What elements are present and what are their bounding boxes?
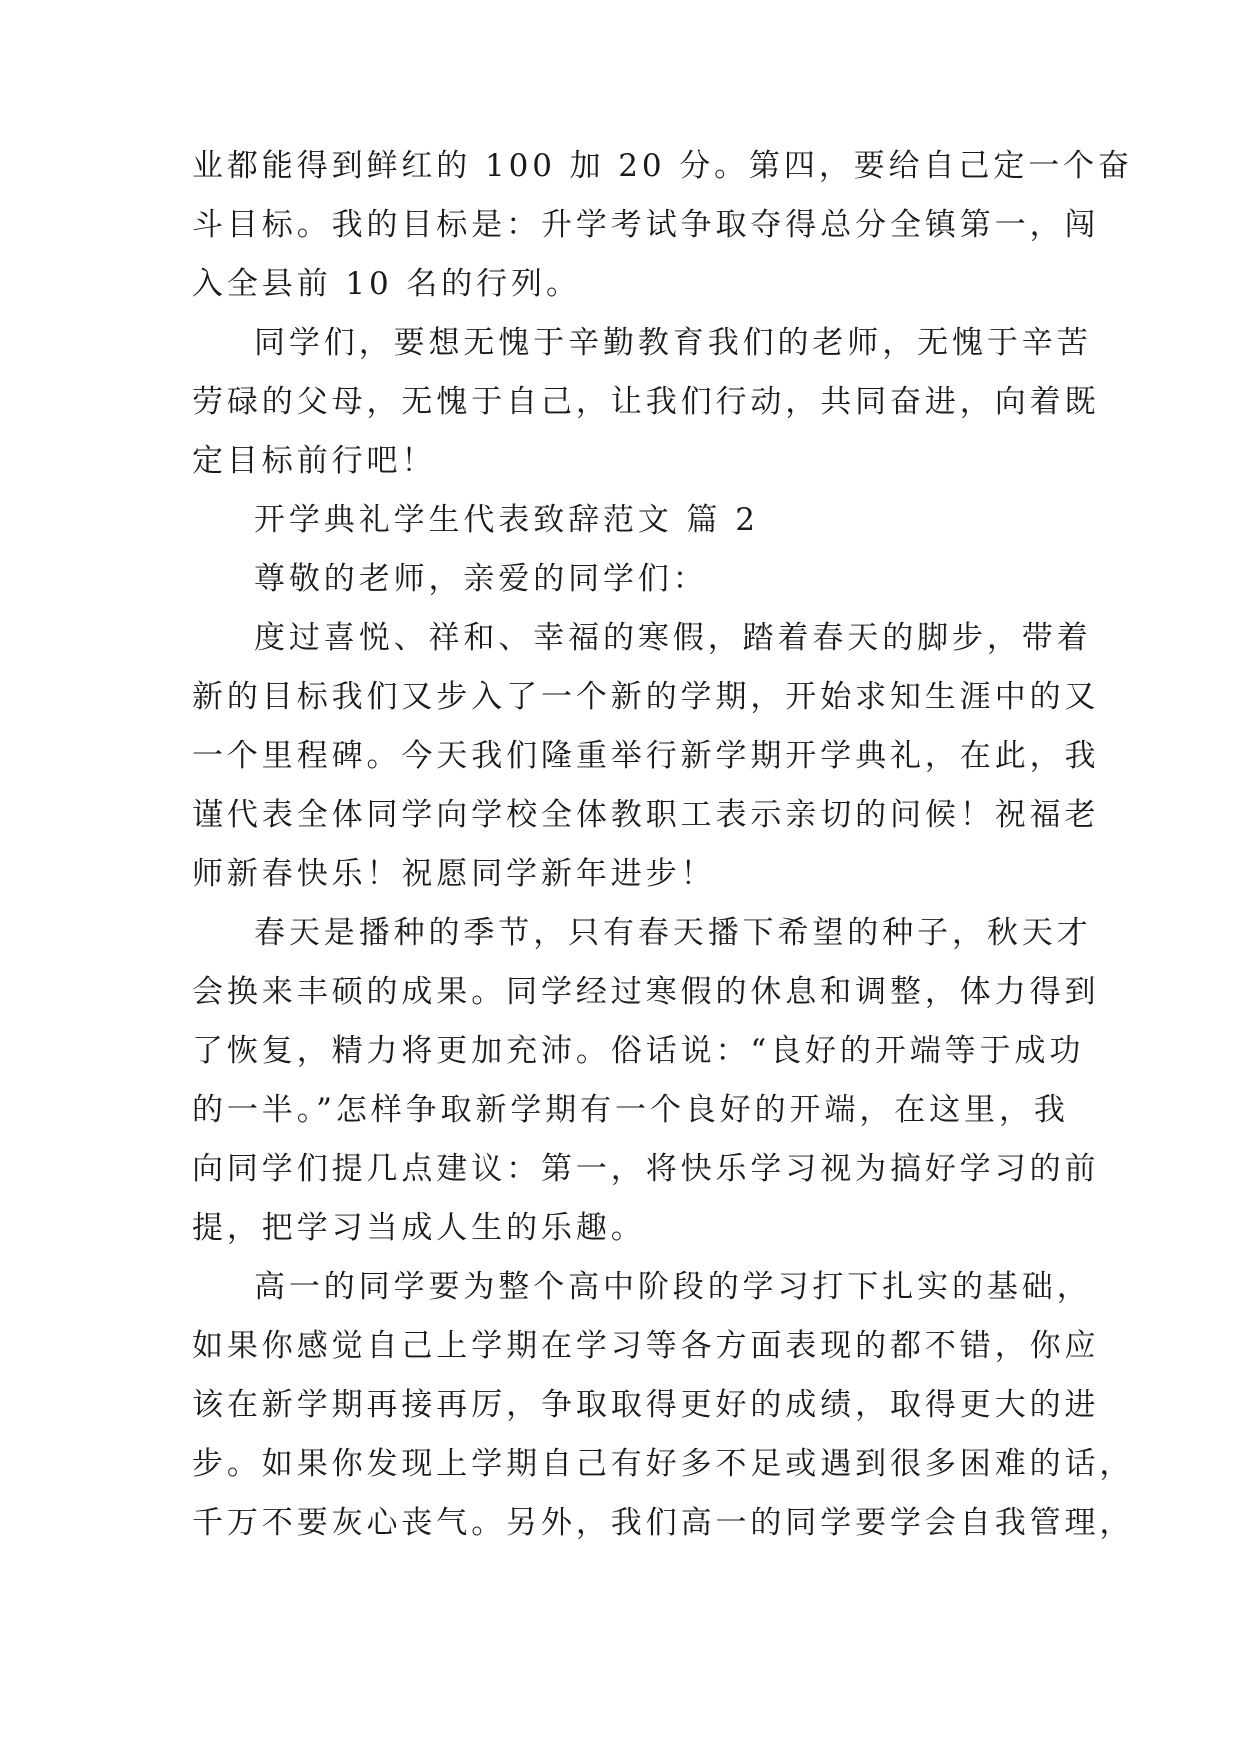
text-line: 提，把学习当成人生的乐趣。 [192, 1210, 646, 1246]
text-line: 向同学们提几点建议：第一，将快乐学习视为搞好学习的前 [192, 1151, 1100, 1187]
text-line: 劳碌的父母，无愧于自己，让我们行动，共同奋进，向着既 [192, 384, 1100, 420]
text-line: 该在新学期再接再厉，争取取得更好的成绩，取得更大的进 [192, 1387, 1100, 1423]
paragraph-start-line: 度过喜悦、祥和、幸福的寒假，踏着春天的脚步，带着 [254, 620, 1092, 656]
text-line: 斗目标。我的目标是：升学考试争取夺得总分全镇第一，闯 [192, 207, 1100, 243]
paragraph-start-line: 高一的同学要为整个高中阶段的学习打下扎实的基础， [254, 1269, 1092, 1305]
text-line: 入全县前 10 名的行列。 [192, 266, 581, 302]
text-line: 如果你感觉自己上学期在学习等各方面表现的都不错，你应 [192, 1328, 1100, 1364]
section-heading: 开学典礼学生代表致辞范文 篇 2 [254, 502, 759, 538]
text-line: 会换来丰硕的成果。同学经过寒假的休息和调整，体力得到 [192, 974, 1100, 1010]
text-line: 步。如果你发现上学期自己有好多不足或遇到很多困难的话， [192, 1446, 1135, 1482]
salutation: 尊敬的老师，亲爱的同学们： [254, 561, 708, 597]
text-line: 的一半。”怎样争取新学期有一个良好的开端，在这里，我 [192, 1092, 1069, 1128]
text-line: 定目标前行吧！ [192, 443, 437, 479]
paragraph-start-line: 春天是播种的季节，只有春天播下希望的种子，秋天才 [254, 915, 1092, 951]
text-line: 谨代表全体同学向学校全体教职工表示亲切的问候！祝福老 [192, 797, 1100, 833]
text-line: 千万不要灰心丧气。另外，我们高一的同学要学会自我管理， [192, 1505, 1135, 1541]
text-line: 一个里程碑。今天我们隆重举行新学期开学典礼，在此，我 [192, 738, 1100, 774]
text-line: 新的目标我们又步入了一个新的学期，开始求知生涯中的又 [192, 679, 1100, 715]
paragraph-start-line: 同学们，要想无愧于辛勤教育我们的老师，无愧于辛苦 [254, 325, 1092, 361]
text-line: 业都能得到鲜红的 100 加 20 分。第四，要给自己定一个奋 [192, 148, 1133, 184]
text-line: 了恢复，精力将更加充沛。俗话说：“良好的开端等于成功 [192, 1033, 1085, 1069]
text-line: 师新春快乐！祝愿同学新年进步！ [192, 856, 716, 892]
